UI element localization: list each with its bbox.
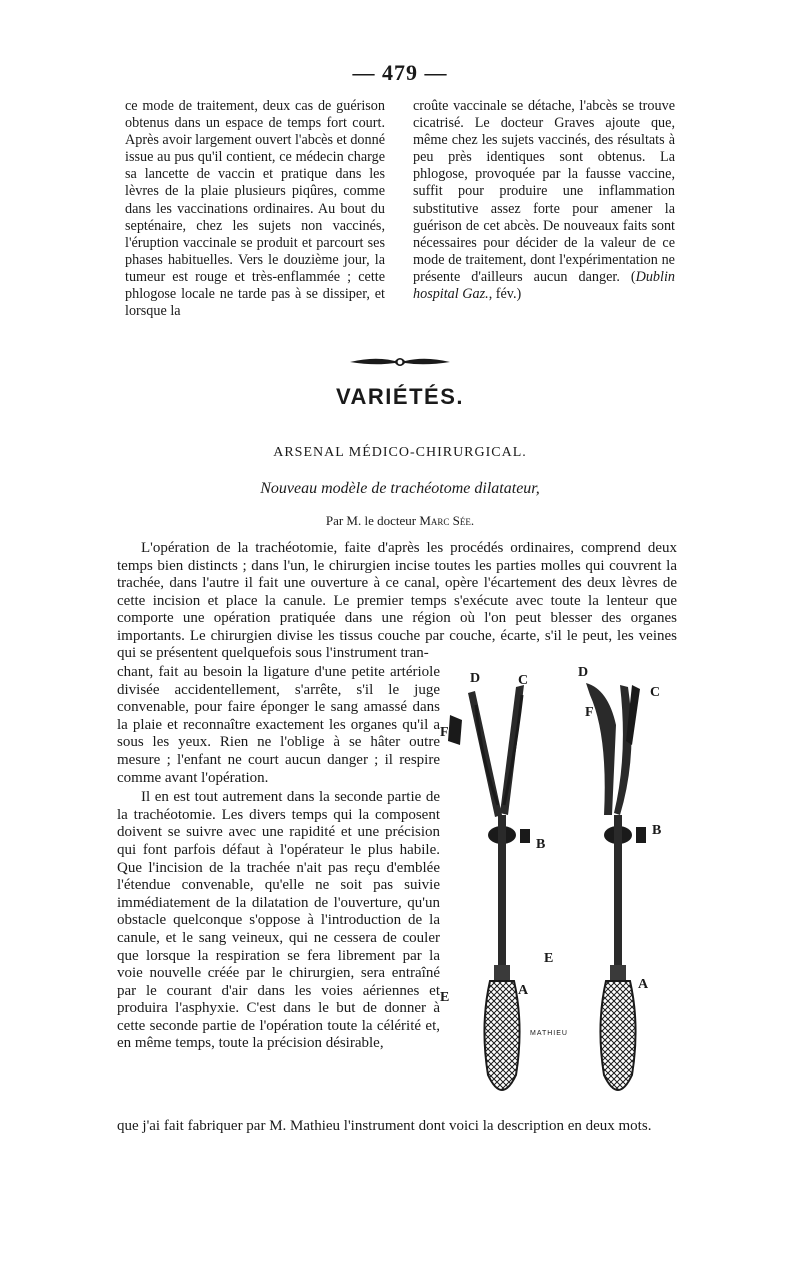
byline-name: Marc Sée.	[419, 513, 475, 528]
figure-label-left-F: F	[440, 725, 449, 740]
instrument-left	[448, 685, 530, 1090]
instrument-right	[586, 683, 649, 1090]
figure-label-left-D: D	[470, 671, 481, 686]
article-paragraph-2: Il en est tout autrement dans la seconde partie de la trachéotomie. Les divers temps qui la composent doivent se suivre avec une rapidité et une précision qui font parfois défaut à l'opérateur le plus habile. Que l'incision de la trachée n'ait pas reçu d'emblée l'étendue convenable, qu'elle ne soit pas suivie immédiatement de la dilatation de l'ouverture, qu'un obstacle quelconque s'oppose à l'introduction de la canule, et le sang veineux, qui ne cessera de couler que lorsque la respiration se fera librement par la voie nouvelle créée par le chirurgien, sera entraîné par le courant d'air dans les voies aériennes et produira l'asphyxie. C'est dans le but de donner à cette seconde partie de l'opération toute la célérité et, en même temps, toute la précision désirable,	[117, 789, 440, 1052]
figure-label-left-A: A	[518, 983, 529, 998]
instrument-figure	[440, 665, 680, 1115]
byline-prefix: Par M. le docteur	[325, 513, 420, 528]
article-title: Nouveau modèle de trachéotome dilatateur,	[260, 480, 540, 497]
figure-label-right-A: A	[638, 977, 649, 992]
article-tail-text: que j'ai fait fabriquer par M. Mathieu l'instrument dont voici la description en deux mots.	[117, 1118, 652, 1134]
article-paragraph-1-cont: chant, fait au besoin la ligature d'une petite artériole divisée accidentellement, s'arrête, s'il le juge convenable, pour faire éponger le sang amassé dans la plaie et reconnaître exactement les organes qu'il a sous les yeux. Rien ne l'oblige à se hâter outre mesure ; l'enfant ne court aucun danger ; il respire comme avant l'opération.	[117, 664, 440, 786]
figure-label-right-D: D	[578, 665, 589, 680]
left-column-text: ce mode de traitement, deux cas de guérison obtenus dans un espace de temps fort court. Après avoir largement ouvert l'abcès et donné issue au pus qu'il contient, ce médecin charge sa lancette de vaccin et pratique dans les lèvres de la plaie plusieurs piqûres, comme dans les vaccinations ordinaires. Au bout du septénaire, chez les sujets non vaccinés, l'éruption vaccinale se produit et parcourt ses phases habituelles. Vers le douzième jour, la tumeur est rouge et très-enflammée ; cette phlogose locale ne tarde pas à se dissiper, et lorsque la	[125, 98, 385, 320]
figure-label-right-E: E	[544, 951, 554, 966]
figure-label-right-B: B	[652, 823, 662, 838]
right-column-text	[413, 98, 675, 303]
right-column-body: croûte vaccinale se détache, l'abcès se trouve cicatrisé. Le docteur Graves ajoute que, même chez les sujets vaccinés, des résultats à peu près identiques sont obtenus. La phlogose, provoquée par la fausse vaccine, suffit pour produire une inflammation substitutive assez forte pour amener la guérison de cet abcès. De nouveaux faits sont nécessaires pour décider de la valeur de ce mode de traitement, dont l'expérimentation ne présente d'ailleurs aucun danger. (	[413, 98, 675, 285]
figure-label-right-C: C	[650, 685, 661, 700]
article-intro	[117, 540, 677, 663]
page-number: — 479 —	[352, 60, 448, 85]
tracheotome-illustration	[440, 665, 680, 1115]
ornament-divider	[345, 352, 455, 372]
section-rubric: ARSENAL MÉDICO-CHIRURGICAL.	[273, 445, 527, 460]
article-narrow-column	[117, 664, 440, 1053]
byline	[0, 513, 800, 529]
left-column	[125, 98, 385, 320]
source-citation-tail: , fév.)	[488, 286, 522, 303]
engraver-signature: MATHIEU	[530, 1030, 568, 1037]
figure-label-right-F: F	[585, 705, 594, 720]
figure-label-left-B: B	[536, 837, 546, 852]
article-intro-paragraph: L'opération de la trachéotomie, faite d'après les procédés ordinaires, comprend deux temps bien distincts ; dans l'un, le chirurgien incise toutes les parties molles qui couvrent la trachée, dans l'autre il fait une ouverture à ce canal, opère l'écartement des deux lèvres de cette incision et place la canule. Le premier temps s'exécute avec toute la lenteur que comporte une opération pratiquée dans une région où l'on peut blesser des organes importants. Le chirurgien divise les tissus couche par couche, écarte, s'il le peut, les veines qui se présentent quelquefois sous l'instrument tran-	[117, 540, 677, 661]
source-citation: Dublin hospital Gaz.	[413, 268, 675, 303]
section-title: VARIÉTÉS.	[335, 384, 464, 409]
right-column	[413, 98, 675, 303]
figure-label-left-C: C	[518, 673, 529, 688]
article-tail	[117, 1118, 677, 1136]
figure-label-left-E: E	[440, 990, 450, 1005]
